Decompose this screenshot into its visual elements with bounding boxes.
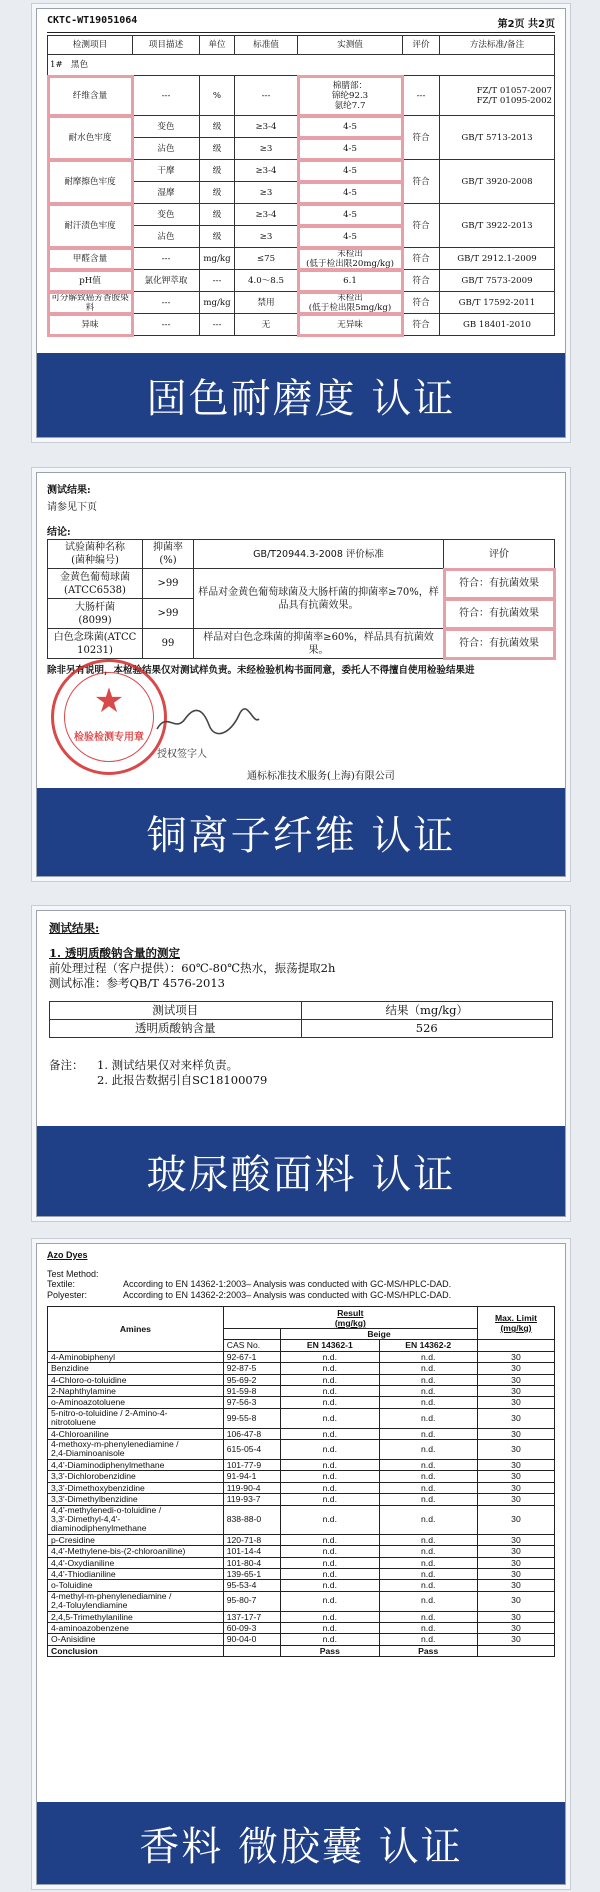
th-result: Result (mg/kg) bbox=[223, 1307, 477, 1329]
table-cell: 119-93-7 bbox=[223, 1494, 280, 1505]
table-cell: 30 bbox=[477, 1408, 554, 1428]
table-cell: 2,4,5-Trimethylaniline bbox=[48, 1611, 224, 1622]
th-result: 结果（mg/kg） bbox=[301, 1002, 553, 1020]
table-cell: 4,4'-Oxydianiline bbox=[48, 1557, 224, 1568]
table-row bbox=[48, 1494, 555, 1505]
cell: 大肠杆菌 (8099) bbox=[48, 599, 143, 629]
table-row bbox=[48, 1505, 555, 1534]
th-unit: 单位 bbox=[200, 36, 235, 55]
cell: 符合 bbox=[403, 270, 440, 292]
table-cell: 3,3'-Dimethylbenzidine bbox=[48, 1494, 224, 1505]
sub-title: 1. 透明质酸钠含量的测定 bbox=[49, 946, 181, 960]
item-odor: 异味 bbox=[48, 314, 133, 336]
table-cell: 4-Aminobiphenyl bbox=[48, 1351, 224, 1362]
table-cell: 92-87-5 bbox=[223, 1363, 280, 1374]
auth-signatory: 授权签字人 bbox=[157, 749, 207, 760]
table-row bbox=[48, 1580, 555, 1591]
cell: 4-5 bbox=[298, 138, 403, 160]
table-row bbox=[48, 1622, 555, 1633]
table-cell: n.d. bbox=[379, 1374, 477, 1385]
table-cell: 30 bbox=[477, 1505, 554, 1534]
table-cell: n.d. bbox=[379, 1459, 477, 1470]
table-cell: 120-71-8 bbox=[223, 1534, 280, 1545]
cell: >99 bbox=[143, 569, 194, 599]
table-row bbox=[48, 1634, 555, 1645]
table-cell: 30 bbox=[477, 1482, 554, 1493]
table-cell: n.d. bbox=[281, 1591, 379, 1611]
table-cell: n.d. bbox=[281, 1568, 379, 1579]
cell: --- bbox=[200, 314, 235, 336]
table-cell: 4-methoxy-m-phenylenediamine / 2,4-Diaminoanisole bbox=[48, 1440, 224, 1460]
table-cell: n.d. bbox=[281, 1505, 379, 1534]
table-cell: n.d. bbox=[379, 1351, 477, 1362]
table-cell: Benzidine bbox=[48, 1363, 224, 1374]
table-cell: 30 bbox=[477, 1459, 554, 1470]
cell: 4-5 bbox=[298, 204, 403, 226]
hyaluronic-table bbox=[49, 1001, 553, 1038]
table-cell: n.d. bbox=[379, 1568, 477, 1579]
cell: 4-5 bbox=[298, 182, 403, 204]
th-item: 检测项目 bbox=[48, 36, 133, 55]
cell: GB/T 7573-2009 bbox=[440, 270, 555, 292]
table-cell: n.d. bbox=[281, 1397, 379, 1408]
cell: --- bbox=[235, 76, 298, 116]
table-cell: 60-09-3 bbox=[223, 1622, 280, 1633]
table-cell: n.d. bbox=[379, 1428, 477, 1439]
table-cell: 30 bbox=[477, 1534, 554, 1545]
table-cell: n.d. bbox=[281, 1557, 379, 1568]
cell: 级 bbox=[200, 160, 235, 182]
cell: 符合：有抗菌效果 bbox=[444, 599, 555, 629]
cell: GB/T 3920-2008 bbox=[440, 160, 555, 204]
th-criterion: GB/T20944.3-2008 评价标准 bbox=[194, 540, 444, 569]
th-result: 实测值 bbox=[298, 36, 403, 55]
cell: GB/T 17592-2011 bbox=[440, 292, 555, 314]
official-stamp bbox=[51, 659, 167, 775]
polyester-text: According to EN 14362-2:2003– Analysis was conducted with GC-MS/HPLC-DAD. bbox=[123, 1289, 452, 1300]
table-cell: 4-Chloro-o-toluidine bbox=[48, 1374, 224, 1385]
cell: 6.1 bbox=[298, 270, 403, 292]
cell: 符合 bbox=[403, 160, 440, 204]
antibacterial-table bbox=[47, 539, 555, 659]
table-cell: 101-14-4 bbox=[223, 1546, 280, 1557]
table-cell: 30 bbox=[477, 1440, 554, 1460]
table-cell: 30 bbox=[477, 1386, 554, 1397]
th-maxlimit: Max. Limit (mg/kg) bbox=[477, 1307, 554, 1340]
table-cell: n.d. bbox=[379, 1534, 477, 1545]
table-row bbox=[48, 1611, 555, 1622]
section-title: 测试结果: bbox=[47, 485, 91, 496]
cell: 湿摩 bbox=[133, 182, 200, 204]
table-cell: 2-Naphthylamine bbox=[48, 1386, 224, 1397]
conclusion-label: 结论: bbox=[47, 527, 71, 538]
item-perspiration: 耐汗渍色牢度 bbox=[48, 204, 133, 248]
table-row bbox=[48, 1471, 555, 1482]
table-cell: n.d. bbox=[379, 1397, 477, 1408]
cell: % bbox=[200, 76, 235, 116]
cell: --- bbox=[133, 292, 200, 314]
banner-colorfastness: 固色耐磨度 认证 bbox=[37, 353, 565, 437]
cell: 氯化钾萃取 bbox=[133, 270, 200, 292]
cell: 符合：有抗菌效果 bbox=[444, 629, 555, 659]
table-cell: n.d. bbox=[379, 1546, 477, 1557]
table-cell: n.d. bbox=[379, 1363, 477, 1374]
cell: 沾色 bbox=[133, 138, 200, 160]
table-row bbox=[48, 1534, 555, 1545]
cell: 级 bbox=[200, 116, 235, 138]
table-cell: 30 bbox=[477, 1397, 554, 1408]
table-cell: n.d. bbox=[281, 1494, 379, 1505]
table-cell: n.d. bbox=[281, 1363, 379, 1374]
banner-copper-fiber: 铜离子纤维 认证 bbox=[37, 788, 565, 876]
table-row bbox=[48, 1374, 555, 1385]
table-cell: 4-Chloroaniline bbox=[48, 1428, 224, 1439]
cell: --- bbox=[200, 270, 235, 292]
table-row bbox=[48, 1459, 555, 1470]
table-cell: 30 bbox=[477, 1568, 554, 1579]
item-result: 526 bbox=[301, 1020, 553, 1038]
table-cell: n.d. bbox=[281, 1428, 379, 1439]
table-cell: 4-aminoazobenzene bbox=[48, 1622, 224, 1633]
table-cell: 101-80-4 bbox=[223, 1557, 280, 1568]
table-cell: 92-67-1 bbox=[223, 1351, 280, 1362]
table-cell: 4,4'-methylenedi-o-toluidine / 3,3'-Dimethyl-4,4'- diaminodiphenylmethane bbox=[48, 1505, 224, 1534]
cell: ≤75 bbox=[235, 248, 298, 270]
table-cell: o-Toluidine bbox=[48, 1580, 224, 1591]
table-cell: n.d. bbox=[379, 1591, 477, 1611]
remark-label: 备注： bbox=[49, 1058, 84, 1072]
cell: 4-5 bbox=[298, 226, 403, 248]
table-cell: 139-65-1 bbox=[223, 1568, 280, 1579]
cell: 级 bbox=[200, 204, 235, 226]
cell: ≥3-4 bbox=[235, 116, 298, 138]
conclusion-label: Conclusion bbox=[48, 1645, 224, 1656]
report-panel-hyaluronic bbox=[36, 910, 566, 1217]
table-cell: n.d. bbox=[379, 1482, 477, 1493]
table-row bbox=[48, 1363, 555, 1374]
cell: mg/kg bbox=[200, 292, 235, 314]
pretreat-text: 前处理过程（客户提供）：60℃-80℃热水，振荡提取2h bbox=[49, 961, 336, 975]
table-cell: n.d. bbox=[281, 1386, 379, 1397]
th-std: 标准值 bbox=[235, 36, 298, 55]
table-cell: n.d. bbox=[379, 1386, 477, 1397]
table-cell: 119-90-4 bbox=[223, 1482, 280, 1493]
table-cell: 30 bbox=[477, 1494, 554, 1505]
th-en1: EN 14362-1 bbox=[281, 1340, 379, 1351]
th-desc: 项目描述 bbox=[133, 36, 200, 55]
standard-text: 测试标准：参考QB/T 4576-2013 bbox=[49, 976, 225, 990]
cell: --- bbox=[403, 76, 440, 116]
table-cell: 95-53-4 bbox=[223, 1580, 280, 1591]
table-cell: n.d. bbox=[281, 1482, 379, 1493]
cell: 级 bbox=[200, 226, 235, 248]
th-beige: Beige bbox=[281, 1329, 478, 1340]
cell: --- bbox=[133, 76, 200, 116]
table-cell: 5-nitro-o-toluidine / 2-Amino-4- nitrotoluene bbox=[48, 1408, 224, 1428]
cell: 符合：有抗菌效果 bbox=[444, 569, 555, 599]
stamp-text: 检验检测专用章 bbox=[74, 732, 144, 743]
table-cell: 4,4'-Methylene-bis-(2-chloroaniline) bbox=[48, 1546, 224, 1557]
table-row bbox=[48, 1408, 555, 1428]
cell: 4-5 bbox=[298, 160, 403, 182]
cell: 沾色 bbox=[133, 226, 200, 248]
table-cell: 30 bbox=[477, 1363, 554, 1374]
item-fiber: 纤维含量 bbox=[48, 76, 133, 116]
remark-2: 2. 此报告数据引自SC18100079 bbox=[97, 1073, 268, 1087]
table-cell: n.d. bbox=[281, 1351, 379, 1362]
star-icon: ★ bbox=[93, 681, 125, 721]
table-cell: 615-05-4 bbox=[223, 1440, 280, 1460]
th-en2: EN 14362-2 bbox=[379, 1340, 477, 1351]
signature-icon bbox=[153, 705, 263, 742]
azo-title: Azo Dyes bbox=[47, 1250, 88, 1260]
table-cell: p-Cresidine bbox=[48, 1534, 224, 1545]
banner-fragrance: 香料 微胶囊 认证 bbox=[37, 1802, 565, 1884]
item-azo: 可分解致癌芳香胺染料 bbox=[48, 292, 133, 314]
table-row bbox=[48, 1386, 555, 1397]
table-cell: 90-04-0 bbox=[223, 1634, 280, 1645]
cell: ≥3-4 bbox=[235, 160, 298, 182]
table-row bbox=[48, 1557, 555, 1568]
table-cell: 30 bbox=[477, 1428, 554, 1439]
table-cell: 91-59-8 bbox=[223, 1386, 280, 1397]
th-method: 方法标准/备注 bbox=[440, 36, 555, 55]
item-name: 透明质酸钠含量 bbox=[50, 1020, 302, 1038]
table-cell: 3,3'-Dimethoxybenzidine bbox=[48, 1482, 224, 1493]
table-cell: 30 bbox=[477, 1546, 554, 1557]
disclaimer: 除非另有说明，本检验结果仅对测试样负责。未经检验机构书面同意，委托人不得擅自使用检验结果进 bbox=[47, 665, 475, 676]
table-cell: 137-17-7 bbox=[223, 1611, 280, 1622]
table-row bbox=[48, 1546, 555, 1557]
cell: 变色 bbox=[133, 116, 200, 138]
table-cell: 30 bbox=[477, 1557, 554, 1568]
report-panel-antibacterial bbox=[36, 472, 566, 877]
table-row bbox=[48, 1591, 555, 1611]
table-cell: 3,3'-Dichlorobenzidine bbox=[48, 1471, 224, 1482]
cell: --- bbox=[133, 248, 200, 270]
cell: GB/T 3922-2013 bbox=[440, 204, 555, 248]
cell: >99 bbox=[143, 599, 194, 629]
report-panel-colorfastness bbox=[36, 8, 566, 438]
table-cell: n.d. bbox=[379, 1440, 477, 1460]
table-cell: n.d. bbox=[379, 1408, 477, 1428]
table-cell: n.d. bbox=[379, 1494, 477, 1505]
textile-label: Textile: bbox=[47, 1279, 76, 1289]
table-cell: 30 bbox=[477, 1591, 554, 1611]
table-cell: 95-69-2 bbox=[223, 1374, 280, 1385]
table-cell: 4-methyl-m-phenylenediamine / 2,4-Toluylendiamine bbox=[48, 1591, 224, 1611]
sample-color: 黑色 bbox=[70, 60, 89, 70]
cell: 金黄色葡萄球菌 (ATCC6538) bbox=[48, 569, 143, 599]
cell: 样品对白色念珠菌的抑菌率≥60%，样品具有抗菌效果。 bbox=[194, 629, 444, 659]
table-cell: 30 bbox=[477, 1634, 554, 1645]
item-rubbing: 耐摩擦色牢度 bbox=[48, 160, 133, 204]
cell: 符合 bbox=[403, 292, 440, 314]
table-cell: 97-56-3 bbox=[223, 1397, 280, 1408]
table-row bbox=[48, 1482, 555, 1493]
cell: 符合 bbox=[403, 204, 440, 248]
table-cell: n.d. bbox=[379, 1557, 477, 1568]
polyester-label: Polyester: bbox=[47, 1289, 88, 1300]
cell: 符合 bbox=[403, 116, 440, 160]
table-cell: 106-47-8 bbox=[223, 1428, 280, 1439]
cell: 干摩 bbox=[133, 160, 200, 182]
report-panel-azo bbox=[36, 1243, 566, 1885]
method-label: Test Method: bbox=[47, 1268, 99, 1279]
table-cell: n.d. bbox=[379, 1505, 477, 1534]
cell: 变色 bbox=[133, 204, 200, 226]
banner-hyaluronic: 玻尿酸面料 认证 bbox=[37, 1126, 565, 1216]
table-cell: 30 bbox=[477, 1471, 554, 1482]
th-amines: Amines bbox=[48, 1307, 224, 1352]
cell: 符合 bbox=[403, 314, 440, 336]
cell: ≥3 bbox=[235, 138, 298, 160]
table-cell: 30 bbox=[477, 1374, 554, 1385]
item-formaldehyde: 甲醛含量 bbox=[48, 248, 133, 270]
cell: 4.0～8.5 bbox=[235, 270, 298, 292]
table-cell: n.d. bbox=[281, 1611, 379, 1622]
criterion-merged: 样品对金黄色葡萄球菌及大肠杆菌的抑菌率≥70%，样品具有抗菌效果。 bbox=[194, 569, 444, 629]
cell: GB 18401-2010 bbox=[440, 314, 555, 336]
table-cell: 91-94-1 bbox=[223, 1471, 280, 1482]
table-cell: n.d. bbox=[379, 1611, 477, 1622]
cell: ≥3 bbox=[235, 226, 298, 248]
cell: 无异味 bbox=[298, 314, 403, 336]
th-item: 测试项目 bbox=[50, 1002, 302, 1020]
cell: 棉腈部： 锦纶92.3 氨纶7.7 bbox=[298, 76, 403, 116]
table-row bbox=[48, 1440, 555, 1460]
table-cell: n.d. bbox=[281, 1440, 379, 1460]
table-cell: o-Aminoazotoluene bbox=[48, 1397, 224, 1408]
cell: 符合 bbox=[403, 248, 440, 270]
table-row bbox=[48, 1568, 555, 1579]
see-below: 请参见下页 bbox=[47, 502, 97, 513]
cell: 未检出 (低于检出限5mg/kg) bbox=[298, 292, 403, 314]
colorfastness-table bbox=[47, 35, 555, 336]
conclusion-pass-1: Pass bbox=[281, 1645, 379, 1656]
cell: FZ/T 01057-2007 FZ/T 01095-2002 bbox=[440, 76, 555, 116]
th-eval: 评价 bbox=[444, 540, 555, 569]
table-cell: 99-55-8 bbox=[223, 1408, 280, 1428]
table-row bbox=[48, 1397, 555, 1408]
cell: 白色念珠菌(ATCC 10231) bbox=[48, 629, 143, 659]
cell: 禁用 bbox=[235, 292, 298, 314]
cell: 级 bbox=[200, 182, 235, 204]
cell: 无 bbox=[235, 314, 298, 336]
table-cell: n.d. bbox=[281, 1374, 379, 1385]
cell: GB/T 5713-2013 bbox=[440, 116, 555, 160]
sample-row bbox=[48, 55, 555, 76]
cell: mg/kg bbox=[200, 248, 235, 270]
azo-table bbox=[47, 1306, 555, 1657]
table-cell: n.d. bbox=[281, 1534, 379, 1545]
table-cell: 4,4'-Thiodianiline bbox=[48, 1568, 224, 1579]
table-cell: n.d. bbox=[379, 1580, 477, 1591]
table-cell: 30 bbox=[477, 1580, 554, 1591]
table-cell: 4,4'-Diaminodiphenylmethane bbox=[48, 1459, 224, 1470]
table-cell: n.d. bbox=[281, 1622, 379, 1633]
th-eval: 评价 bbox=[403, 36, 440, 55]
table-cell: 101-77-9 bbox=[223, 1459, 280, 1470]
sample-number: 1# bbox=[50, 60, 63, 70]
th-rate: 抑菌率 (%) bbox=[143, 540, 194, 569]
table-cell: n.d. bbox=[281, 1471, 379, 1482]
table-cell: n.d. bbox=[379, 1634, 477, 1645]
table-cell: n.d. bbox=[379, 1622, 477, 1633]
table-cell: 30 bbox=[477, 1351, 554, 1362]
item-water: 耐水色牢度 bbox=[48, 116, 133, 160]
company-name: 通标标准技术服务(上海)有限公司 bbox=[247, 771, 395, 782]
section-title: 测试结果: bbox=[49, 921, 100, 935]
cell: ≥3-4 bbox=[235, 204, 298, 226]
table-cell: O-Anisidine bbox=[48, 1634, 224, 1645]
table-cell: n.d. bbox=[281, 1634, 379, 1645]
conclusion-pass-2: Pass bbox=[379, 1645, 477, 1656]
report-number: CKTC-WT19051064 bbox=[47, 15, 138, 26]
th-cas: CAS No. bbox=[223, 1340, 280, 1351]
table-cell: n.d. bbox=[379, 1471, 477, 1482]
table-cell: 30 bbox=[477, 1611, 554, 1622]
table-cell: n.d. bbox=[281, 1408, 379, 1428]
cell: 4-5 bbox=[298, 116, 403, 138]
cell: GB/T 2912.1-2009 bbox=[440, 248, 555, 270]
table-cell: n.d. bbox=[281, 1546, 379, 1557]
cell: 未检出 (低于检出限20mg/kg) bbox=[298, 248, 403, 270]
cell: 99 bbox=[143, 629, 194, 659]
textile-text: According to EN 14362-1:2003– Analysis was conducted with GC-MS/HPLC-DAD. bbox=[123, 1279, 452, 1289]
table-row bbox=[48, 1428, 555, 1439]
table-cell: 95-80-7 bbox=[223, 1591, 280, 1611]
table-cell: n.d. bbox=[281, 1580, 379, 1591]
cell: 级 bbox=[200, 138, 235, 160]
table-cell: n.d. bbox=[281, 1459, 379, 1470]
cell: --- bbox=[133, 314, 200, 336]
table-cell: 30 bbox=[477, 1622, 554, 1633]
table-cell: 838-88-0 bbox=[223, 1505, 280, 1534]
page-info: 第2页 共2页 bbox=[497, 19, 555, 30]
cell: ≥3 bbox=[235, 182, 298, 204]
remark-1: 1. 测试结果仅对来样负责。 bbox=[97, 1058, 239, 1072]
item-ph: pH值 bbox=[48, 270, 133, 292]
table-row bbox=[48, 1351, 555, 1362]
th-strain: 试验菌种名称 (菌种编号) bbox=[48, 540, 143, 569]
